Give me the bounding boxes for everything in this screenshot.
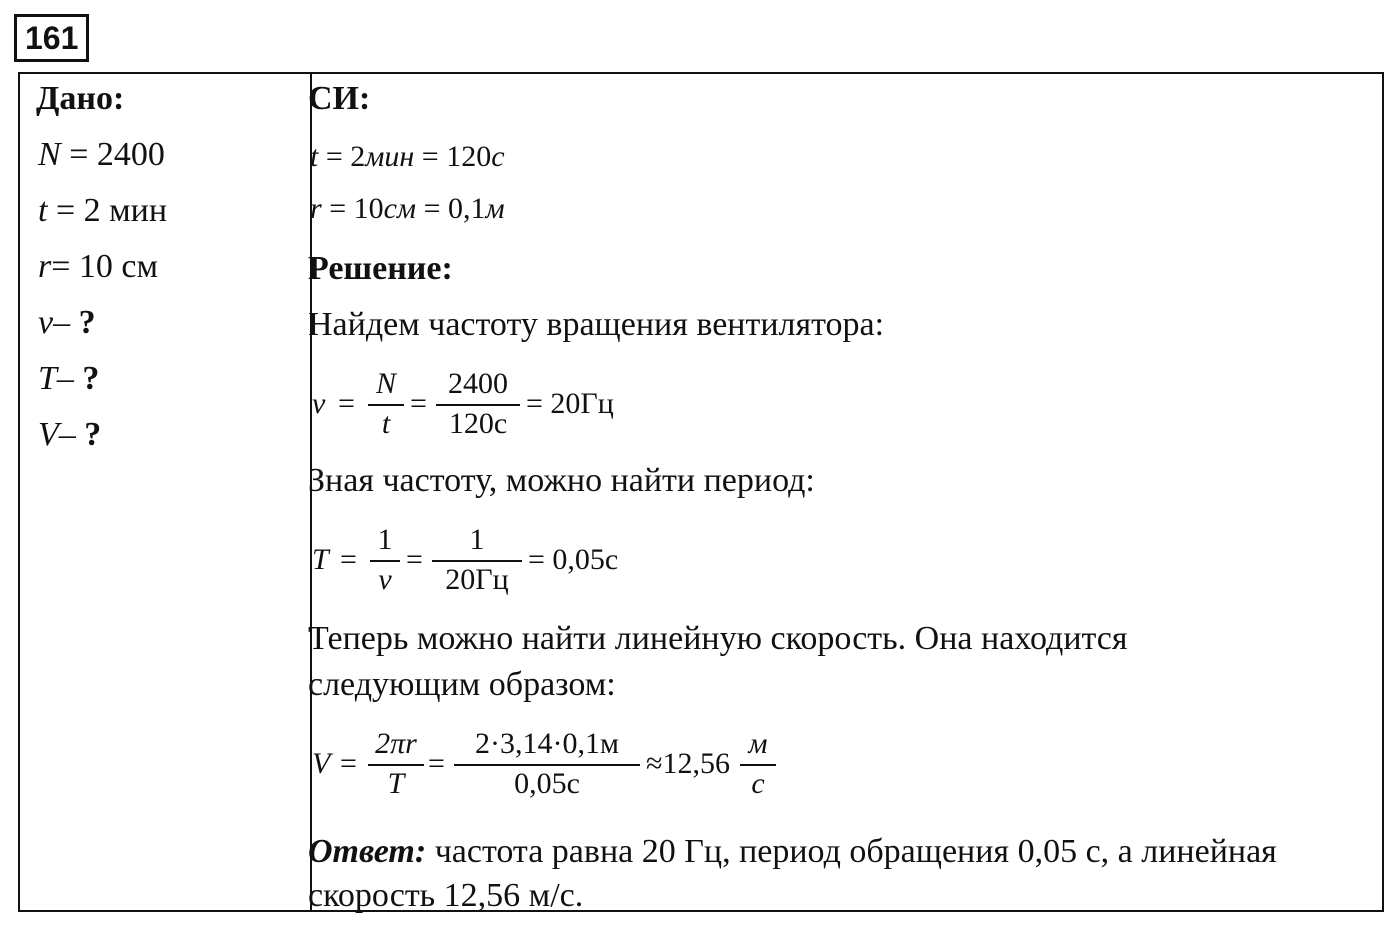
answer-text: частота равна 20 Гц, период обращения 0,05 с, а линейная скорость 12,56 м/с. — [308, 833, 1277, 914]
solution-text-period: Зная частоту, можно найти период: — [308, 462, 815, 499]
eq2-equals-2: = — [406, 543, 423, 576]
eq1-result: = 20Гц — [526, 387, 614, 420]
eq2-equals: = — [340, 543, 357, 576]
eq1-equals: = — [338, 387, 355, 420]
eq2-lhs: T — [312, 543, 329, 576]
eq3-lhs: V — [312, 747, 331, 780]
eq3-fraction-1: 2πr T — [368, 724, 424, 804]
eq1-lhs: ν — [312, 387, 326, 420]
si-heading: СИ: — [308, 80, 371, 117]
solution-text-frequency: Найдем частоту вращения вентилятора: — [308, 306, 885, 343]
eq2-result: = 0,05с — [528, 543, 619, 576]
problem-number: 161 — [14, 14, 89, 62]
solution-table — [18, 72, 1384, 912]
unknown-velocity: V– ? — [38, 416, 102, 453]
eq2-fraction-2: 1 20Гц — [432, 520, 522, 600]
answer — [308, 830, 1358, 918]
given-heading: Дано: — [36, 80, 125, 117]
eq3-fraction-2: 2·3,14·0,1м 0,05с — [454, 724, 640, 804]
solution-text-velocity-2: следующим образом: — [308, 666, 616, 703]
eq3-unit-fraction: м с — [740, 724, 776, 804]
unknown-frequency: ν– ? — [38, 304, 96, 341]
eq3-equals-2: = — [428, 747, 445, 780]
given-n: N = 2400 — [38, 136, 165, 173]
eq3-result: ≈12,56 — [646, 747, 730, 780]
si-line-radius: r = 10см = 0,1м — [310, 192, 505, 225]
eq1-equals-2: = — [410, 387, 427, 420]
eq1-fraction-1: N t — [368, 364, 404, 444]
eq2-fraction-1: 1 ν — [370, 520, 400, 600]
solution-text-velocity-1: Теперь можно найти линейную скорость. Она находится — [308, 620, 1128, 657]
given-t: t = 2 мин — [38, 192, 168, 229]
eq3-equals: = — [340, 747, 357, 780]
si-line-time: t = 2мин = 120с — [310, 140, 505, 173]
given-r: r= 10 см — [38, 248, 159, 285]
solution-heading: Решение: — [308, 250, 453, 287]
answer-label: Ответ: — [308, 833, 427, 870]
eq1-fraction-2: 2400 120с — [436, 364, 520, 444]
unknown-period: T– ? — [38, 360, 100, 397]
